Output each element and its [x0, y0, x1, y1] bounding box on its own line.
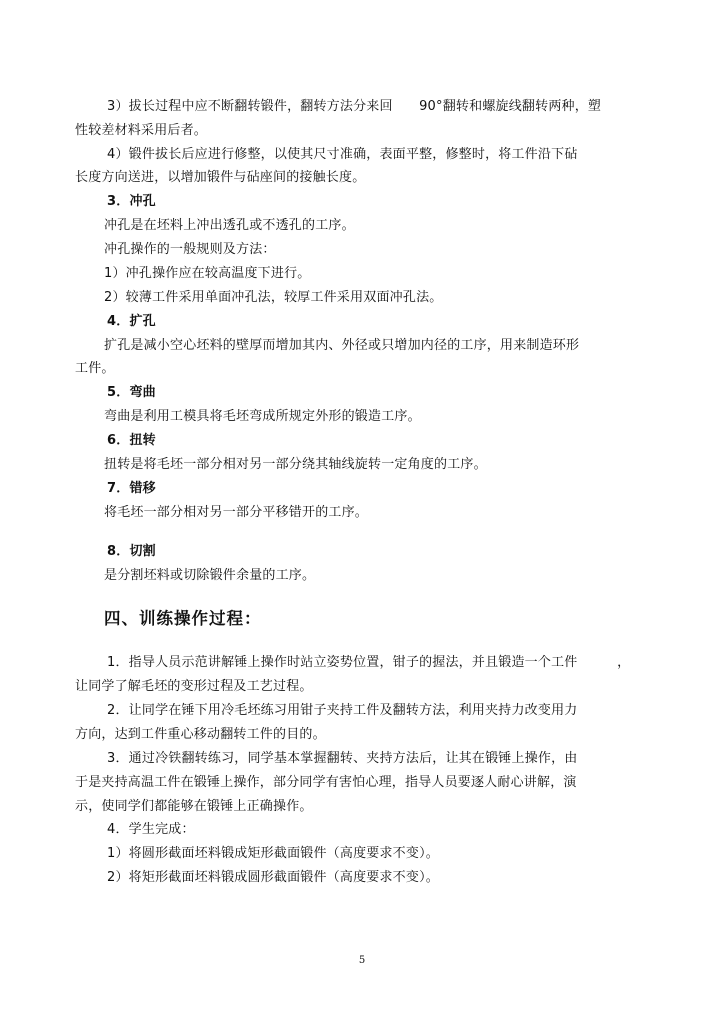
- text-line: 2．让同学在锤下用冷毛坯练习用钳子夹持工件及翻转方法，利用夹持力改变用力: [107, 703, 578, 718]
- text-line: 2）将矩形截面坯料锻成圆形截面锻件（高度要求不变）。: [107, 870, 439, 885]
- text-line: 2）较薄工件采用单面冲孔法，较厚工件采用双面冲孔法。: [104, 290, 443, 305]
- text-line: 方向，达到工件重心移动翻转工件的目的。: [75, 727, 326, 742]
- section-heading: 6．扭转: [107, 433, 156, 448]
- section-heading: 4．扩孔: [107, 314, 156, 329]
- section-heading: 3．冲孔: [107, 194, 156, 209]
- text-line: 1）将圆形截面坯料锻成矩形截面锻件（高度要求不变）。: [107, 846, 439, 861]
- section-heading: 5．弯曲: [107, 385, 156, 400]
- text-line: 冲孔操作的一般规则及方法：: [104, 242, 276, 257]
- text-line: 4．学生完成：: [107, 822, 195, 837]
- section-heading: 7．错移: [107, 481, 156, 496]
- text-line: 4）锻件拔长后应进行修整，以使其尺寸准确，表面平整，修整时，将工件沿下砧: [107, 147, 578, 162]
- text-line: 将毛坯一部分相对另一部分平移错开的工序。: [104, 505, 369, 520]
- text-line: 长度方向送进，以增加锻件与砧座间的接触长度。: [75, 170, 366, 185]
- text-line: 示，使同学们都能够在锻锤上正确操作。: [75, 799, 313, 814]
- text-line: 3．通过冷铁翻转练习，同学基本掌握翻转、夹持方法后，让其在锻锤上操作，由: [107, 751, 578, 766]
- text-line: 冲孔是在坯料上冲出透孔或不透孔的工序。: [104, 218, 355, 233]
- text-line: 性较差材料采用后者。: [75, 123, 208, 138]
- chapter-heading: 四、训练操作过程：: [104, 609, 262, 628]
- text-line: 让同学了解毛坯的变形过程及工艺过程。: [75, 679, 313, 694]
- text-line: 3）拔长过程中应不断翻转锻件，翻转方法分来回 90°翻转和螺旋线翻转两种，塑: [107, 99, 602, 114]
- page-number: 5: [358, 955, 366, 966]
- text-line: 是分割坯料或切除锻件余量的工序。: [104, 568, 316, 583]
- text-line: 扭转是将毛坯一部分相对另一部分绕其轴线旋转一定角度的工序。: [104, 457, 487, 472]
- text-line: 1．指导人员示范讲解锤上操作时站立姿势位置，钳子的握法，并且锻造一个工件 ，: [107, 655, 631, 670]
- text-line: 工件。: [75, 361, 115, 376]
- section-heading: 8．切割: [107, 544, 156, 559]
- text-line: 于是夹持高温工件在锻锤上操作，部分同学有害怕心理，指导人员要逐人耐心讲解，演: [75, 775, 577, 790]
- text-line: 扩孔是减小空心坯料的壁厚而增加其内、外径或只增加内径的工序，用来制造环形: [104, 338, 580, 353]
- text-line: 弯曲是利用工模具将毛坯弯成所规定外形的锻造工序。: [104, 409, 421, 424]
- text-line: 1）冲孔操作应在较高温度下进行。: [104, 266, 311, 281]
